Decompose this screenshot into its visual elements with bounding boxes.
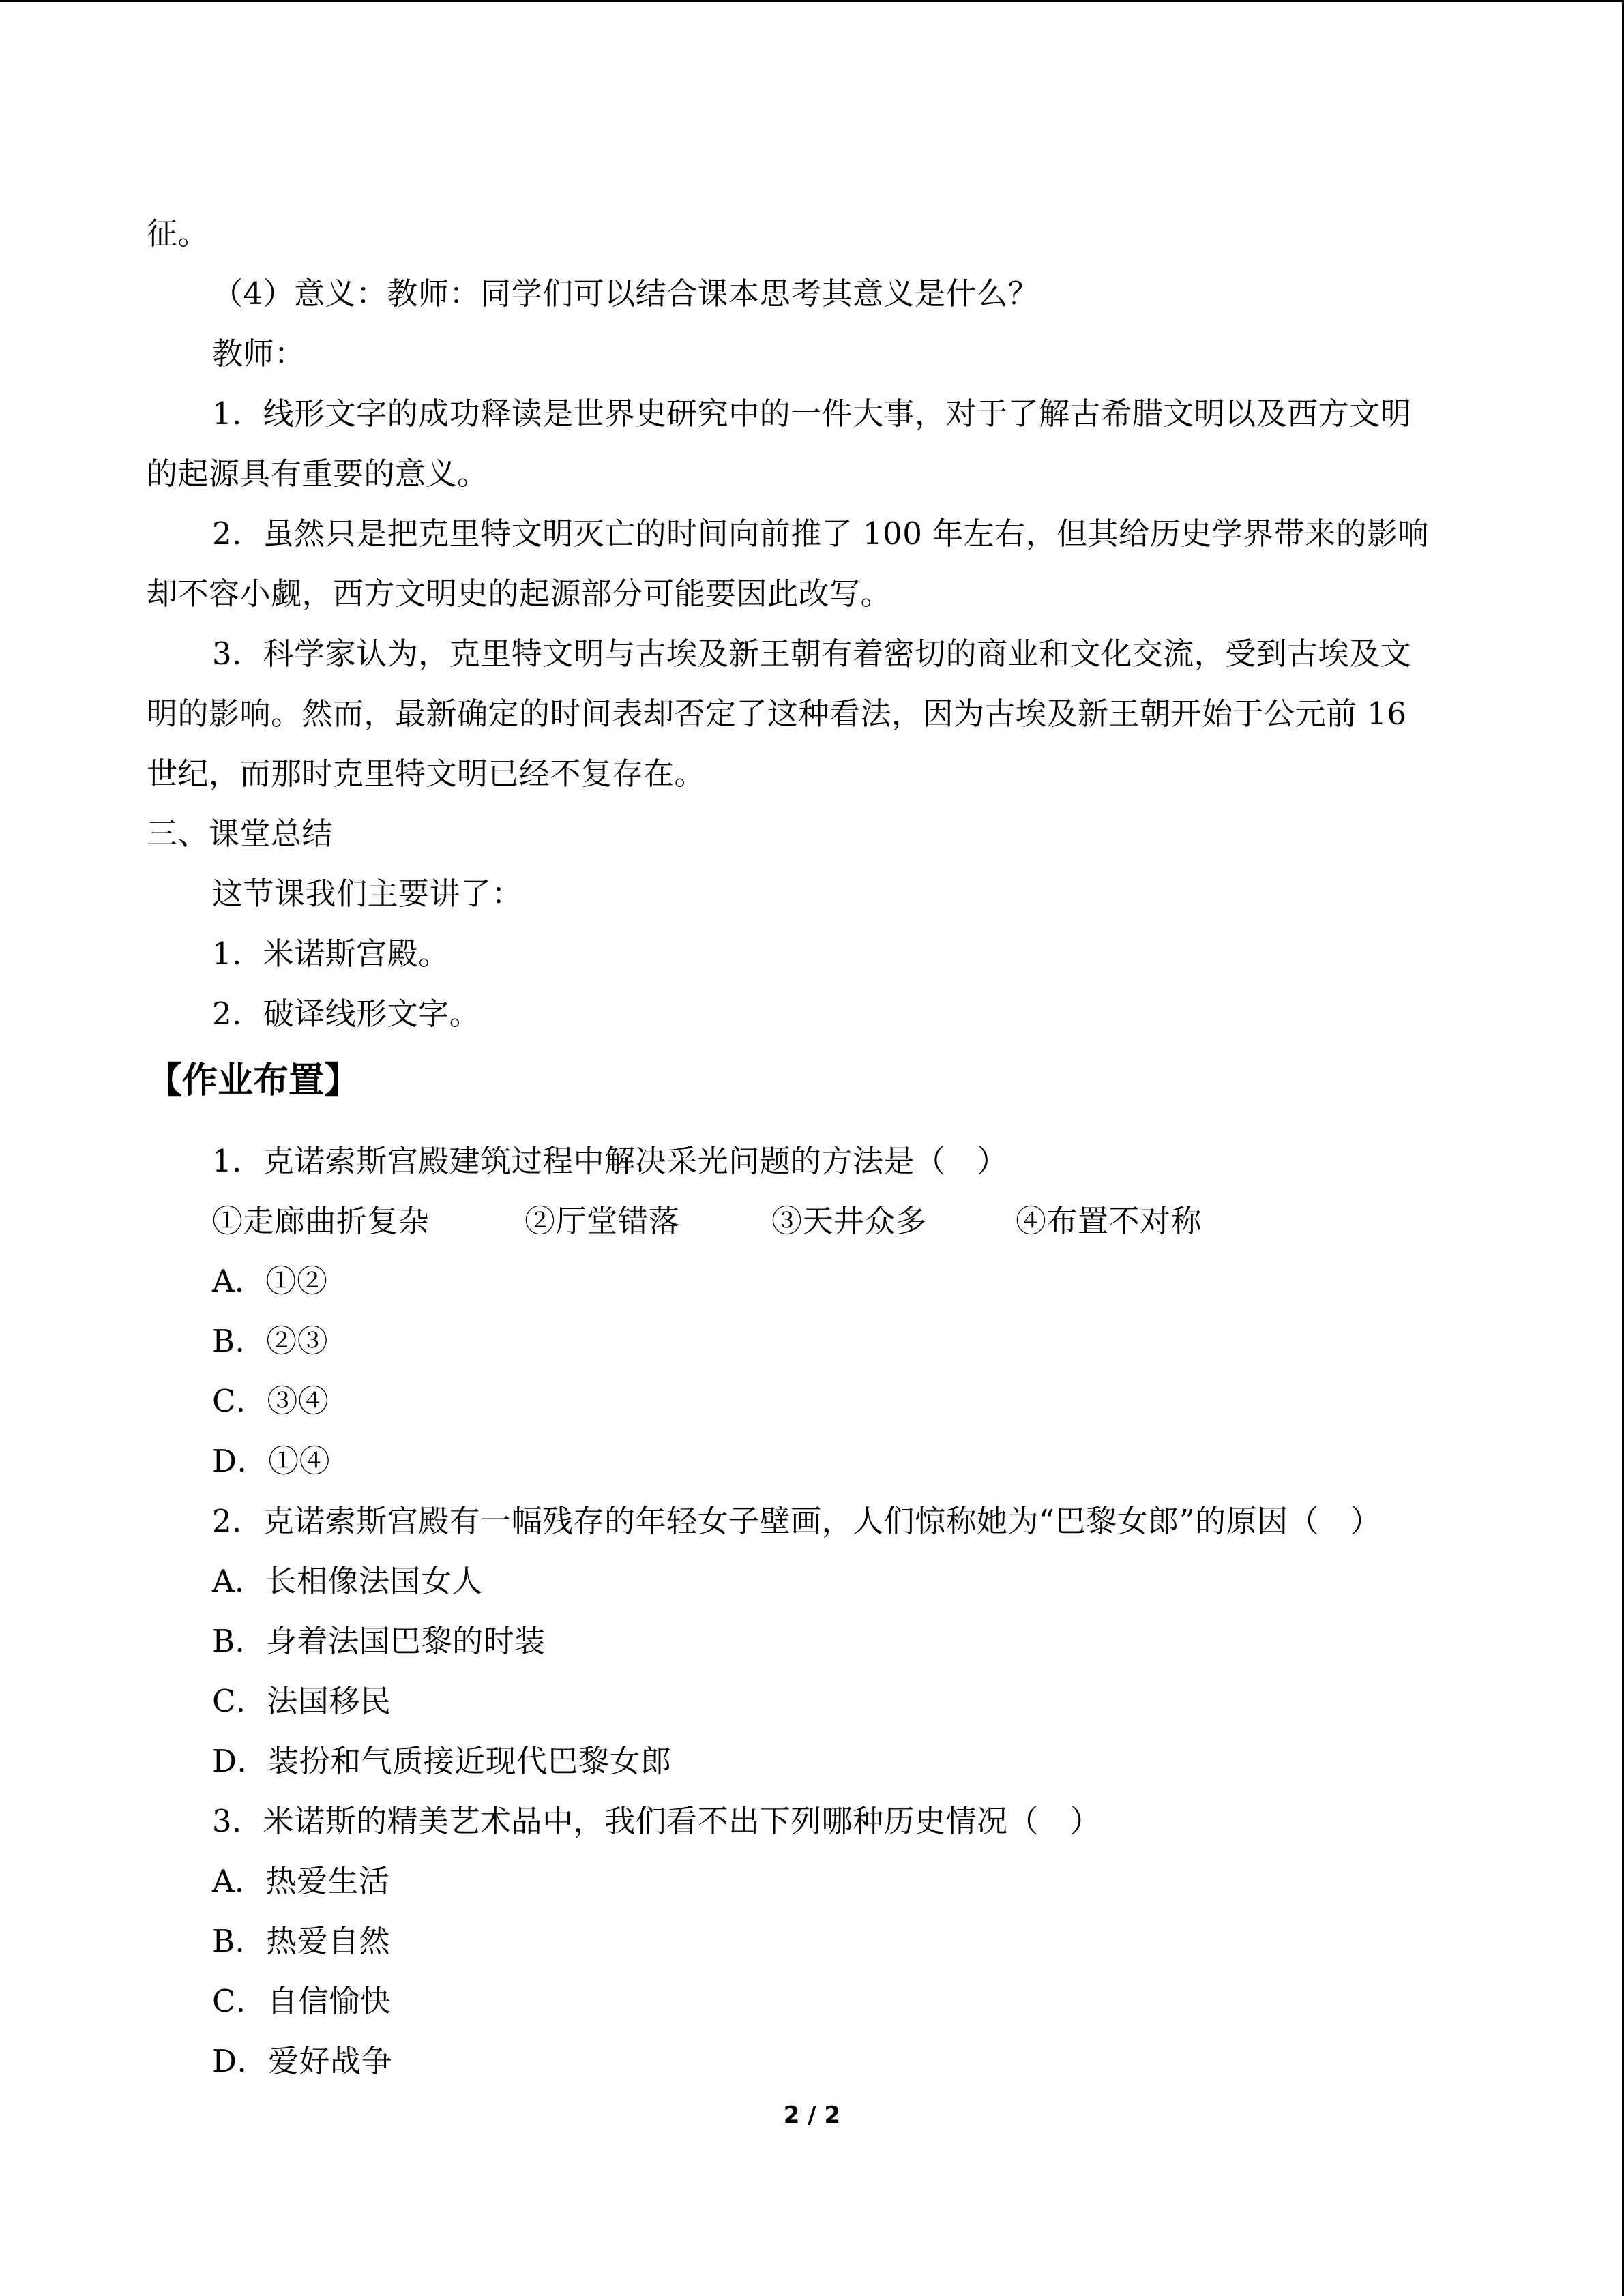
question-item: ①走廊曲折复杂 [212, 1203, 430, 1239]
question-items [212, 1201, 1202, 1242]
text-line: 世纪，而那时克里特文明已经不复存在。 [147, 756, 706, 792]
answer-option: D．爱好战争 [212, 2043, 393, 2079]
text-line: （4）意义：教师：同学们可以结合课本思考其意义是什么？ [212, 275, 1039, 312]
answer-option: B．②③ [212, 1323, 329, 1359]
text-line: 2．破译线形文字。 [212, 996, 481, 1032]
question-item: ④布置不对称 [1016, 1203, 1202, 1239]
page-number: 2 / 2 [783, 2102, 841, 2129]
text-line: 征。 [147, 215, 209, 252]
answer-option: C．③④ [212, 1383, 329, 1419]
text-line: 1．线形文字的成功释读是世界史研究中的一件大事，对于了解古希腊文明以及西方文明 [212, 396, 1412, 432]
question-stem: 1．克诺索斯宫殿建筑过程中解决采光问题的方法是（ ） [212, 1143, 1008, 1179]
answer-option: A．长相像法国女人 [212, 1563, 483, 1599]
answer-option: B．热爱自然 [212, 1923, 391, 1959]
question-stem: 2．克诺索斯宫殿有一幅残存的年轻女子壁画，人们惊称她为“巴黎女郎”的原因（ ） [212, 1503, 1382, 1539]
answer-option: B．身着法国巴黎的时装 [212, 1623, 546, 1659]
text-line: 这节课我们主要讲了： [212, 876, 523, 912]
question-stem: 3．米诺斯的精美艺术品中，我们看不出下列哪种历史情况（ ） [212, 1803, 1102, 1839]
text-line: 却不容小觑，西方文明史的起源部分可能要因此改写。 [147, 576, 892, 612]
text-line: 1．米诺斯宫殿。 [212, 936, 449, 972]
text-line: 3．科学家认为，克里特文明与古埃及新王朝有着密切的商业和文化交流，受到古埃及文 [212, 636, 1412, 672]
answer-option: C．自信愉快 [212, 1983, 392, 2019]
answer-option: D．①④ [212, 1443, 331, 1479]
text-line: 明的影响。然而，最新确定的时间表却否定了这种看法，因为古埃及新王朝开始于公元前 16 [147, 696, 1407, 732]
text-line: 2．虽然只是把克里特文明灭亡的时间向前推了 100 年左右，但其给历史学界带来的影响 [212, 516, 1430, 552]
answer-option: C．法国移民 [212, 1683, 392, 1719]
question-item: ③天井众多 [771, 1203, 927, 1239]
answer-option: A．热爱生活 [212, 1863, 390, 1899]
answer-option: D．装扮和气质接近现代巴黎女郎 [212, 1743, 672, 1779]
page-top-border [0, 0, 1624, 2]
homework-heading: 【作业布置】 [147, 1060, 360, 1101]
section-title: 三、课堂总结 [147, 816, 334, 852]
text-line: 的起源具有重要的意义。 [147, 456, 488, 492]
answer-option: A．①② [212, 1263, 328, 1299]
text-line: 教师： [212, 336, 306, 372]
question-item: ②厅堂错落 [525, 1203, 680, 1239]
